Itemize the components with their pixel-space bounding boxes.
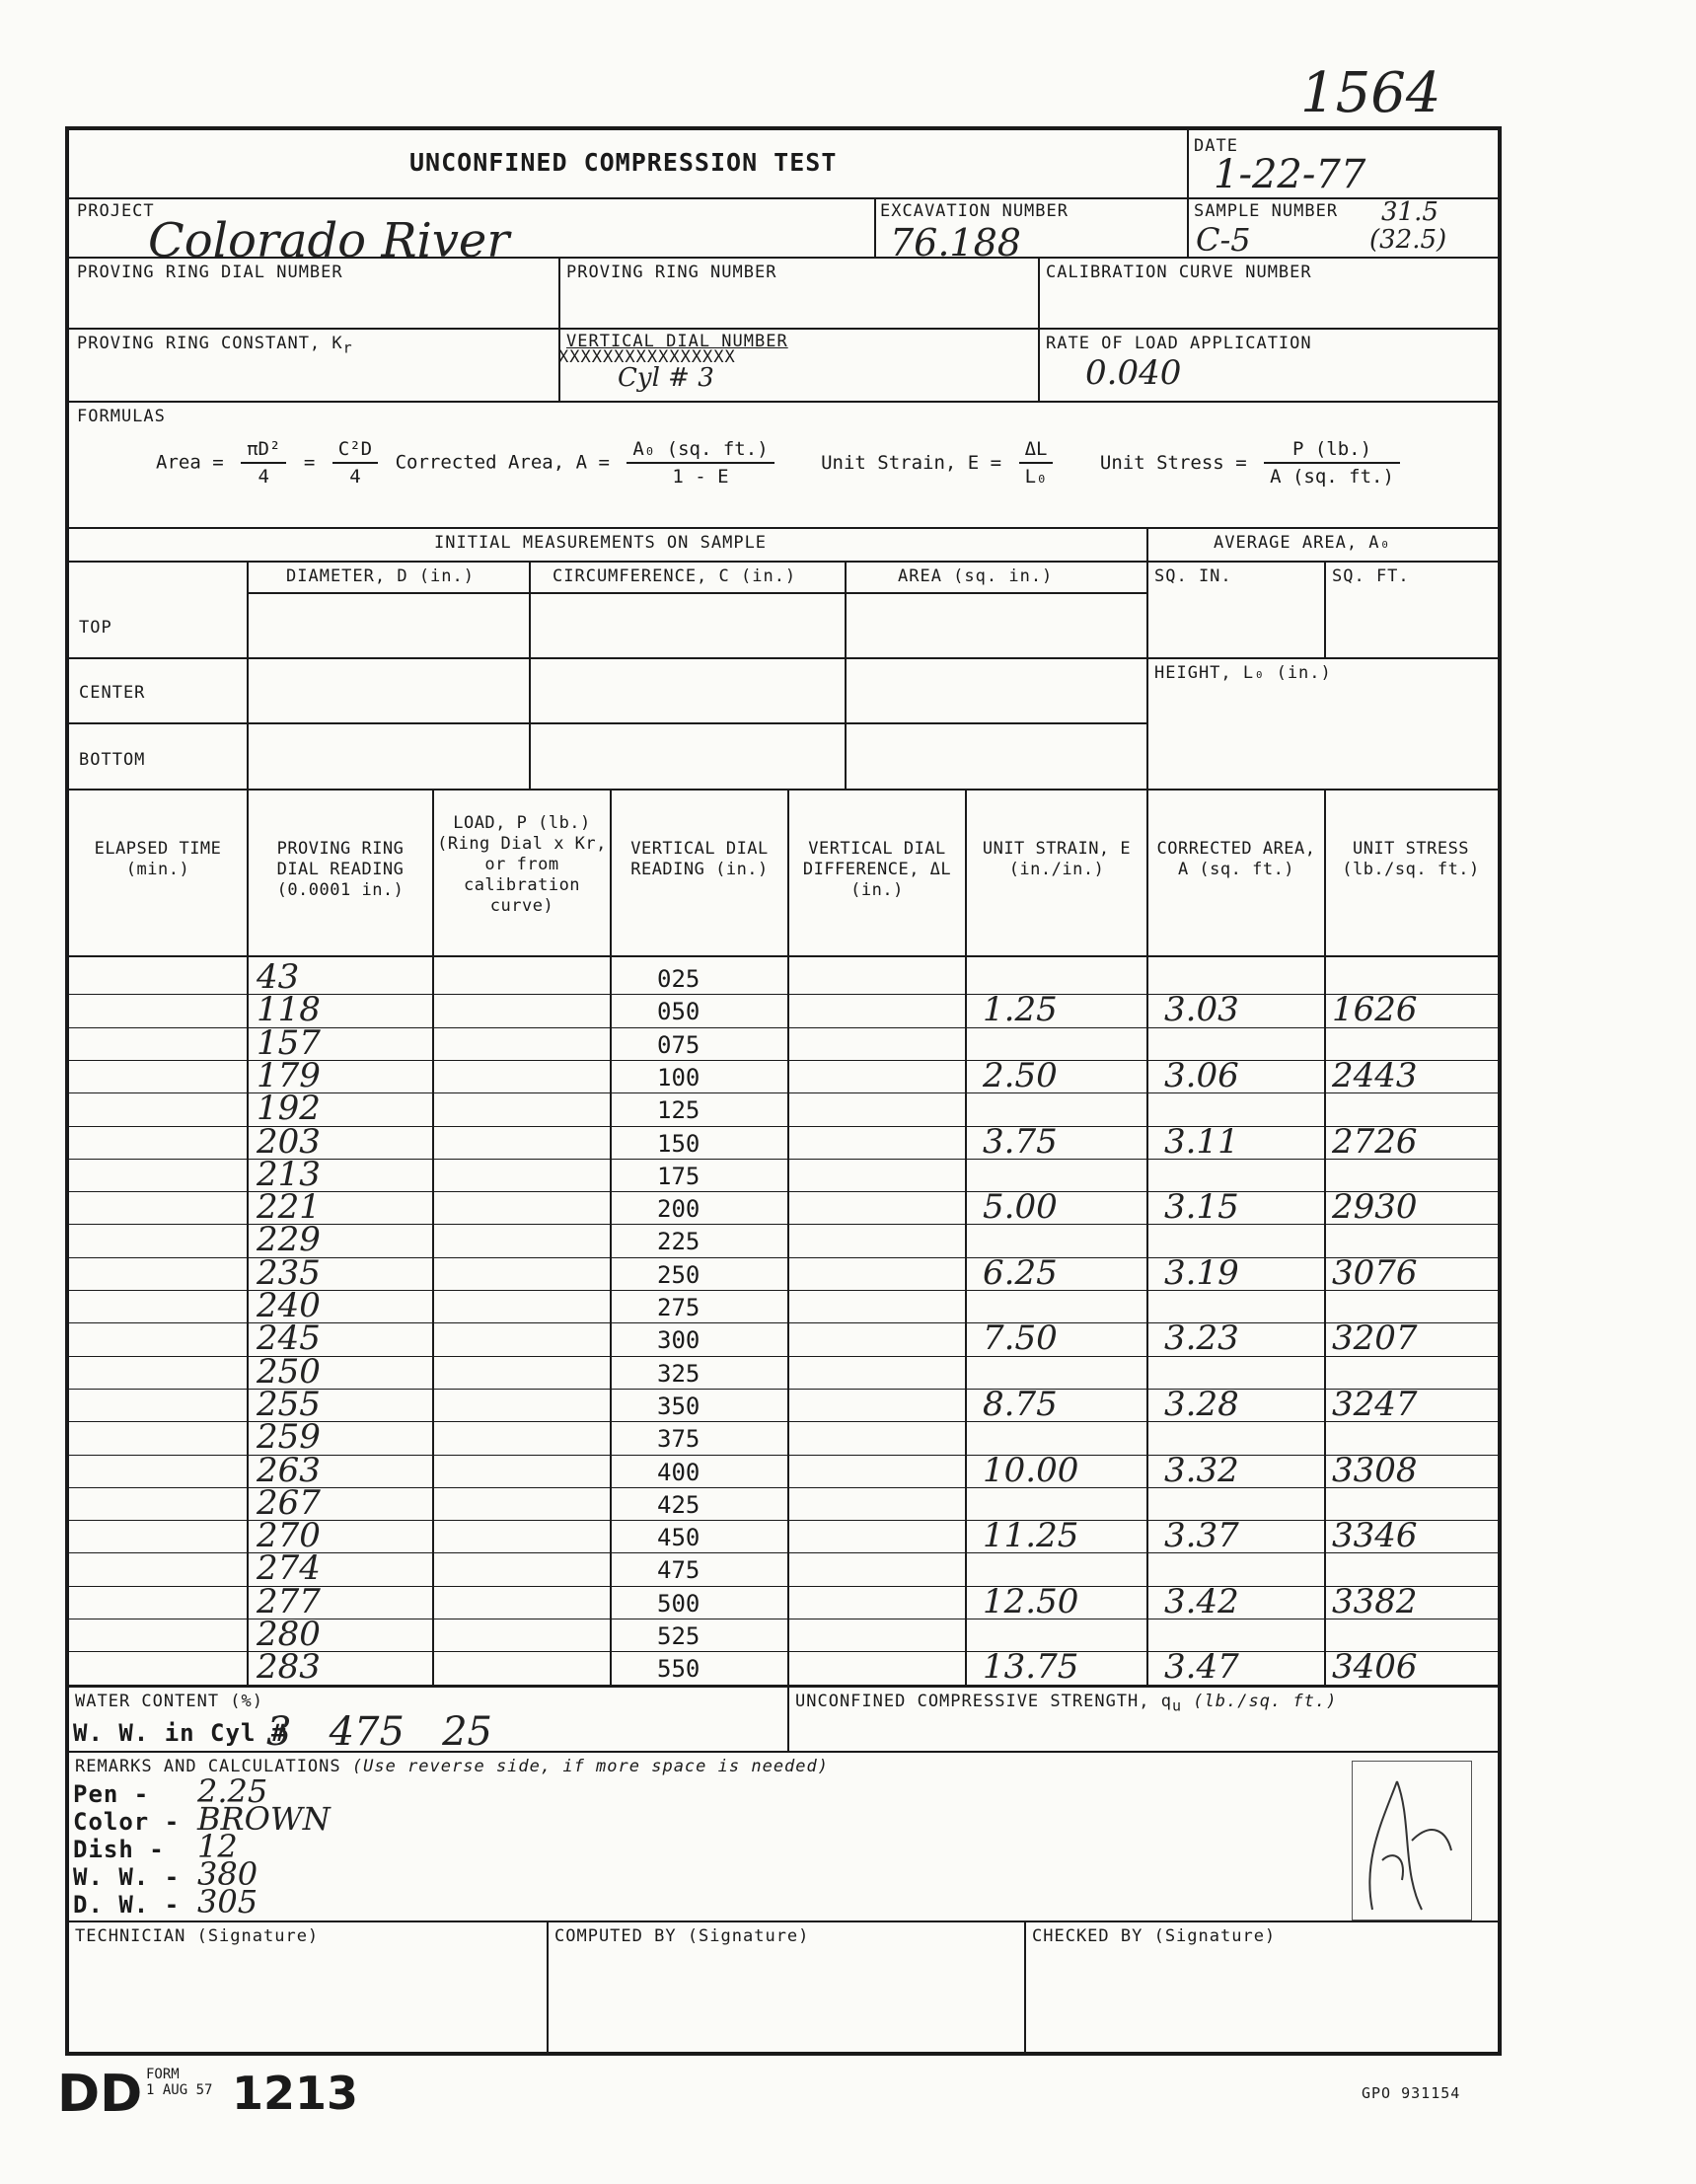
table-cell-vert[interactable]: 275: [657, 1294, 701, 1321]
table-cell-area[interactable]: 3.11: [1164, 1121, 1239, 1162]
table-cell-vert[interactable]: 375: [657, 1425, 701, 1454]
table-cell-strain[interactable]: 1.25: [983, 990, 1058, 1030]
formulas-label: FORMULAS: [77, 407, 166, 426]
col-sq-ft: SQ. FT.: [1332, 566, 1410, 586]
unconfined-compression-test-form: [65, 126, 1502, 2056]
remark-value[interactable]: 12: [197, 1828, 238, 1865]
row-bottom-label: BOTTOM: [79, 750, 146, 770]
table-cell-ring[interactable]: 157: [257, 1022, 321, 1063]
remark-key: W. W. -: [73, 1863, 181, 1891]
table-cell-area[interactable]: 3.06: [1164, 1055, 1239, 1095]
remark-value[interactable]: 2.25: [197, 1772, 268, 1810]
header-elapsed-time: ELAPSED TIME (min.): [94, 839, 222, 879]
col-sq-in: SQ. IN.: [1154, 566, 1232, 586]
form-dd-mark: DD: [57, 2065, 143, 2124]
table-cell-stress[interactable]: 2930: [1332, 1187, 1418, 1228]
table-cell-strain[interactable]: 6.25: [983, 1252, 1058, 1293]
table-cell-area[interactable]: 3.37: [1164, 1516, 1239, 1556]
header-unit-strain: UNIT STRAIN, E (in./in.): [982, 839, 1132, 879]
col-diameter: DIAMETER, D (in.): [286, 566, 475, 586]
formulas-line: Area = $\frac{\text{πD²}}{4}$ = $\frac{\text{C²D}}{4}$ Corrected Area, A = $\frac{\text{A₀ (sq. ft.)}}{1 - E}$ Unit Strain, E = $\frac{\Delta L}{\text{L₀}}$ Unit Stress = $\frac{P (lb.)}{A (sq. ft.)}$: [156, 436, 1406, 490]
table-cell-strain[interactable]: 7.50: [983, 1318, 1058, 1359]
vertical-dial-label: VERTICAL DIAL NUMBER: [566, 332, 788, 351]
table-cell-vert[interactable]: 200: [657, 1195, 701, 1224]
sample-value[interactable]: C-5: [1196, 221, 1251, 259]
proving-ring-constant-label: PROVING RING CONSTANT, $K_r$: [77, 334, 353, 357]
table-cell-area[interactable]: 3.03: [1164, 990, 1239, 1030]
vertical-dial-value[interactable]: Cyl # 3: [618, 363, 714, 393]
stamp-image: [1352, 1761, 1472, 1920]
table-cell-strain[interactable]: 12.50: [983, 1581, 1079, 1621]
remarks-label: REMARKS AND CALCULATIONS (Use reverse side, if more space is needed): [75, 1757, 829, 1776]
table-cell-vert[interactable]: 050: [657, 998, 701, 1026]
table-cell-stress[interactable]: 3076: [1332, 1252, 1418, 1293]
table-cell-vert[interactable]: 475: [657, 1556, 701, 1585]
table-cell-stress[interactable]: 3247: [1332, 1384, 1418, 1424]
table-cell-ring[interactable]: 43: [257, 957, 300, 997]
computed-by-label: COMPUTED BY (Signature): [554, 1926, 810, 1946]
table-cell-strain[interactable]: 8.75: [983, 1384, 1058, 1424]
technician-label: TECHNICIAN (Signature): [75, 1926, 320, 1946]
vertical-dial-strike: XXXXXXXXXXXXXXXX: [558, 347, 736, 367]
table-cell-strain[interactable]: 11.25: [983, 1516, 1079, 1556]
table-cell-ring[interactable]: 280: [257, 1615, 321, 1654]
table-cell-vert[interactable]: 225: [657, 1228, 701, 1256]
table-cell-vert[interactable]: 325: [657, 1359, 701, 1388]
table-cell-ring[interactable]: 213: [257, 1154, 321, 1194]
remark-value[interactable]: BROWN: [197, 1800, 331, 1838]
table-cell-strain[interactable]: 5.00: [983, 1187, 1058, 1228]
gpo-code: GPO 931154: [1362, 2084, 1461, 2102]
sample-label: SAMPLE NUMBER: [1194, 201, 1339, 221]
table-cell-ring[interactable]: 245: [257, 1318, 321, 1359]
table-cell-ring[interactable]: 203: [257, 1121, 321, 1162]
table-cell-area[interactable]: 3.47: [1164, 1647, 1239, 1688]
table-cell-ring[interactable]: 179: [257, 1055, 321, 1095]
table-cell-ring[interactable]: 255: [257, 1384, 321, 1424]
table-cell-vert[interactable]: 450: [657, 1524, 701, 1552]
project-value[interactable]: Colorado River: [148, 213, 510, 268]
sample-depth-bottom: (32.5): [1369, 225, 1447, 255]
form-number: 1213: [232, 2067, 359, 2120]
table-cell-stress[interactable]: 2443: [1332, 1055, 1418, 1095]
average-area-label: AVERAGE AREA, A₀: [1214, 533, 1391, 553]
table-cell-area[interactable]: 3.42: [1164, 1581, 1239, 1621]
table-cell-area[interactable]: 3.32: [1164, 1450, 1239, 1490]
proving-ring-number-label: PROVING RING NUMBER: [566, 263, 777, 282]
table-cell-vert[interactable]: 125: [657, 1096, 701, 1125]
ww-label: W. W. in Cyl #: [73, 1719, 287, 1747]
project-label: PROJECT: [77, 201, 155, 221]
header-load: LOAD, P (lb.) (Ring Dial x Kr, or from calibration curve): [437, 813, 607, 916]
table-cell-stress[interactable]: 3207: [1332, 1318, 1418, 1359]
table-cell-ring[interactable]: 229: [257, 1220, 321, 1260]
table-cell-ring[interactable]: 118: [257, 990, 321, 1030]
height-label: HEIGHT, L₀ (in.): [1154, 663, 1332, 683]
table-cell-stress[interactable]: 3406: [1332, 1647, 1418, 1688]
initial-measurements-title: INITIAL MEASUREMENTS ON SAMPLE: [434, 533, 768, 553]
rate-label: RATE OF LOAD APPLICATION: [1046, 334, 1312, 353]
excavation-value[interactable]: 76.188: [890, 221, 1021, 264]
table-cell-ring[interactable]: 240: [257, 1286, 321, 1325]
table-cell-vert[interactable]: 175: [657, 1162, 701, 1190]
table-cell-strain[interactable]: 13.75: [983, 1647, 1079, 1688]
ww-value[interactable]: 3 475 25: [266, 1709, 492, 1755]
table-cell-ring[interactable]: 235: [257, 1252, 321, 1293]
corner-page-number: 1564: [1300, 61, 1441, 125]
table-cell-stress[interactable]: 1626: [1332, 990, 1418, 1030]
ucs-label: UNCONFINED COMPRESSIVE STRENGTH, $q_u$ (lb./sq. ft.): [795, 1692, 1338, 1715]
table-cell-vert[interactable]: 075: [657, 1030, 701, 1059]
table-cell-ring[interactable]: 270: [257, 1516, 321, 1556]
table-cell-stress[interactable]: 2726: [1332, 1121, 1418, 1162]
table-cell-vert[interactable]: 350: [657, 1392, 701, 1420]
table-cell-strain[interactable]: 3.75: [983, 1121, 1058, 1162]
remark-value[interactable]: 305: [197, 1883, 258, 1920]
form-title: UNCONFINED COMPRESSION TEST: [409, 148, 838, 177]
checked-by-label: CHECKED BY (Signature): [1032, 1926, 1277, 1946]
table-cell-vert[interactable]: 150: [657, 1129, 701, 1158]
table-cell-area[interactable]: 3.15: [1164, 1187, 1239, 1228]
table-cell-ring[interactable]: 221: [257, 1187, 321, 1228]
water-content-label: WATER CONTENT (%): [75, 1692, 263, 1711]
table-cell-ring[interactable]: 267: [257, 1482, 321, 1523]
table-cell-vert[interactable]: 425: [657, 1490, 701, 1519]
remark-key: Color -: [73, 1808, 181, 1836]
remark-key: Dish -: [73, 1836, 165, 1863]
table-cell-area[interactable]: 3.28: [1164, 1384, 1239, 1424]
table-cell-vert[interactable]: 500: [657, 1589, 701, 1618]
table-cell-area[interactable]: 3.19: [1164, 1252, 1239, 1293]
rate-value[interactable]: 0.040: [1085, 353, 1182, 393]
header-vertical-difference: VERTICAL DIAL DIFFERENCE, ΔL (in.): [802, 839, 952, 900]
header-corrected-area: CORRECTED AREA, A (sq. ft.): [1156, 839, 1316, 879]
form-edition: FORM 1 AUG 57: [146, 2067, 213, 2098]
header-vertical-reading: VERTICAL DIAL READING (in.): [630, 839, 769, 879]
col-circumference: CIRCUMFERENCE, C (in.): [553, 566, 797, 586]
remark-key: D. W. -: [73, 1891, 181, 1919]
table-cell-ring[interactable]: 283: [257, 1647, 321, 1688]
table-cell-ring[interactable]: 263: [257, 1450, 321, 1490]
table-cell-vert[interactable]: 100: [657, 1063, 701, 1092]
remark-key: Pen -: [73, 1780, 150, 1808]
table-cell-stress[interactable]: 3346: [1332, 1516, 1418, 1556]
table-cell-vert[interactable]: 300: [657, 1326, 701, 1355]
excavation-label: EXCAVATION NUMBER: [880, 201, 1069, 221]
table-cell-ring[interactable]: 259: [257, 1417, 321, 1458]
table-cell-vert[interactable]: 525: [657, 1622, 701, 1650]
table-cell-stress[interactable]: 3382: [1332, 1581, 1418, 1621]
header-unit-stress: UNIT STRESS (lb./sq. ft.): [1342, 839, 1480, 879]
date-label: DATE: [1194, 136, 1238, 156]
table-cell-vert[interactable]: 250: [657, 1260, 701, 1289]
row-top-label: TOP: [79, 618, 112, 638]
header-ring-reading: PROVING RING DIAL READING (0.0001 in.): [276, 839, 405, 900]
table-cell-stress[interactable]: 3308: [1332, 1450, 1418, 1490]
table-cell-area[interactable]: 3.23: [1164, 1318, 1239, 1359]
table-cell-vert[interactable]: 025: [657, 965, 701, 993]
row-center-label: CENTER: [79, 683, 146, 703]
sample-depth-top: 31.5: [1381, 197, 1438, 227]
table-cell-ring[interactable]: 274: [257, 1548, 321, 1589]
remark-value[interactable]: 380: [197, 1855, 258, 1893]
table-cell-vert[interactable]: 550: [657, 1655, 701, 1684]
table-cell-ring[interactable]: 277: [257, 1581, 321, 1621]
table-cell-strain[interactable]: 10.00: [983, 1450, 1079, 1490]
date-value[interactable]: 1-22-77: [1214, 152, 1366, 197]
table-cell-vert[interactable]: 400: [657, 1458, 701, 1486]
table-cell-ring[interactable]: 250: [257, 1351, 321, 1392]
table-cell-ring[interactable]: 192: [257, 1089, 321, 1129]
calibration-curve-label: CALIBRATION CURVE NUMBER: [1046, 263, 1312, 282]
col-area: AREA (sq. in.): [898, 566, 1054, 586]
table-cell-strain[interactable]: 2.50: [983, 1055, 1058, 1095]
proving-ring-dial-label: PROVING RING DIAL NUMBER: [77, 263, 343, 282]
